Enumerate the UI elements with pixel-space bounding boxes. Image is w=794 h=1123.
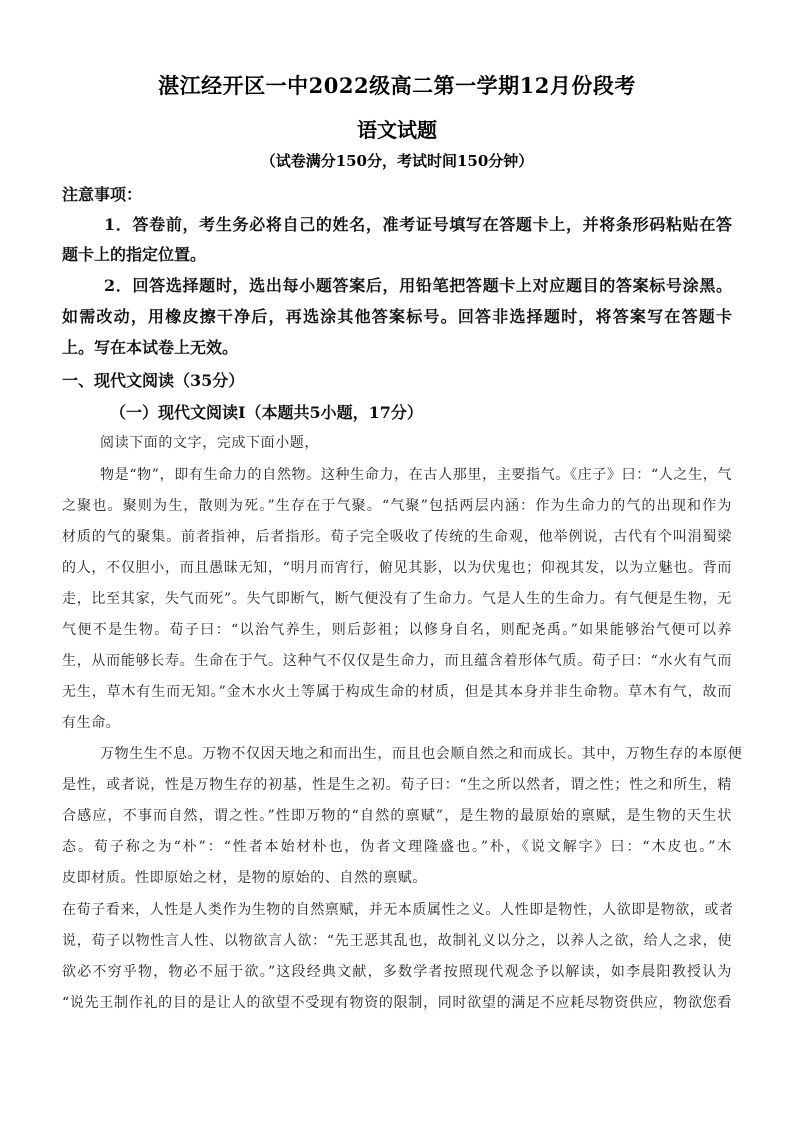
notes-line: 题卡上的指定位置。 — [62, 245, 207, 264]
exam-info: （试卷满分150分，考试时间150分钟） — [260, 152, 534, 170]
passage-line: 万物生生不息。万物不仅因天地之和而出生，而且也会顺自然之和而成长。其中，万物生存的本原便 — [100, 746, 743, 762]
passage-line: “说先王制作礼的目的是让人的欲望不受现有物资的限制，同时欲望的满足不应耗尽物资供应，物欲您看 — [62, 995, 732, 1011]
passage-line: 物是“物”，即有生命力的自然物。这种生命力，在古人那里，主要指气。《庄子》曰：“人之生，气 — [100, 467, 732, 483]
passage-line: 是性，或者说，性是万物生存的初基，性是生之初。荀子曰：“生之所以然者，谓之性；性之和所生，精 — [62, 777, 732, 793]
passage-line: 有生命。 — [62, 715, 121, 731]
subject-title: 语文试题 — [357, 118, 437, 142]
notes-line: 如需改动，用橡皮擦干净后，再选涂其他答案标号。回答非选择题时，将答案写在答题卡 — [62, 307, 732, 326]
passage-line: 说，荀子以物性言人性、以物欲言人欲：“先王恶其乱也，故制礼义以分之，以养人之欲，给人之求，使 — [62, 933, 732, 949]
passage-line: 材质的气的聚集。前者指神，后者指形。荀子完全吸收了传统的生命观，他举例说，古代有个叫涓蜀梁 — [62, 529, 732, 545]
notes-line: 1．答卷前，考生务必将自己的姓名，准考证号填写在答题卡上，并将条形码粘贴在答 — [104, 215, 732, 234]
passage-line: 气便不是生物。荀子曰：“以治气养生，则后彭祖；以修身自名，则配尧禹。”如果能够治气便可以养 — [62, 622, 732, 638]
passage-line: 欲必不穷乎物，物必不屈于欲。”这段经典文献，多数学者按照现代观念予以解读，如李晨阳教授认为 — [62, 964, 732, 980]
passage-line: 在荀子看来，人性是人类作为生物的自然禀赋，并无本质属性之义。人性即是物性，人欲即是物欲，或者 — [62, 902, 734, 918]
passage-line: 皮即材质。性即原始之材，是物的原始的、自然的禀赋。 — [62, 870, 427, 886]
passage-line: 之聚也。聚则为生，散则为死。”生存在于气聚。“气聚”包括两层内涵：作为生命力的气的出现和作为 — [62, 498, 732, 514]
notes-line: 上。写在本试卷上无效。 — [62, 338, 239, 357]
passage-line: 生，从而能够长寿。生命在于气。这种气不仅仅是生命力，而且蕴含着形体气质。荀子曰：“水火有气而 — [62, 653, 732, 669]
section-heading: 一、现代文阅读（35分） — [62, 371, 245, 390]
notes-heading: 注意事项： — [62, 185, 143, 204]
passage-line: 态。荀子称之为“朴”：“性者本始材朴也，伪者文理隆盛也。”朴，《说文解字》曰：“木皮也。”木 — [62, 839, 732, 855]
passage-line: 合感应，不事而自然，谓之性。”性即万物的“自然的禀赋”，是生物的最原始的禀赋，是生物的天生状 — [62, 808, 732, 824]
school-exam-title: 湛江经开区一中2022级高二第一学期12月份段考 — [158, 73, 636, 98]
passage-line: 无生，草木有生而无知。”金木水火土等属于构成生命的材质，但是其本身并非生命物。草木有气，故而 — [62, 684, 732, 700]
passage-line: 的人，不仅胆小，而且愚昧无知，“明月而宵行，俯见其影，以为伏鬼也；仰视其发，以为立魅也。背而 — [62, 560, 732, 576]
notes-line: 2．回答选择题时，选出每小题答案后，用铅笔把答题卡上对应题目的答案标号涂黑。 — [104, 276, 732, 295]
section-subheading: （一）现代文阅读Ⅰ（本题共5小题，17分） — [110, 403, 423, 422]
passage-line: 走，比至其家，失气而死”。失气即断气，断气便没有了生命力。气是人生的生命力。有气便是生物，无 — [62, 591, 732, 607]
reading-instruction: 阅读下面的文字，完成下面小题， — [100, 435, 319, 451]
